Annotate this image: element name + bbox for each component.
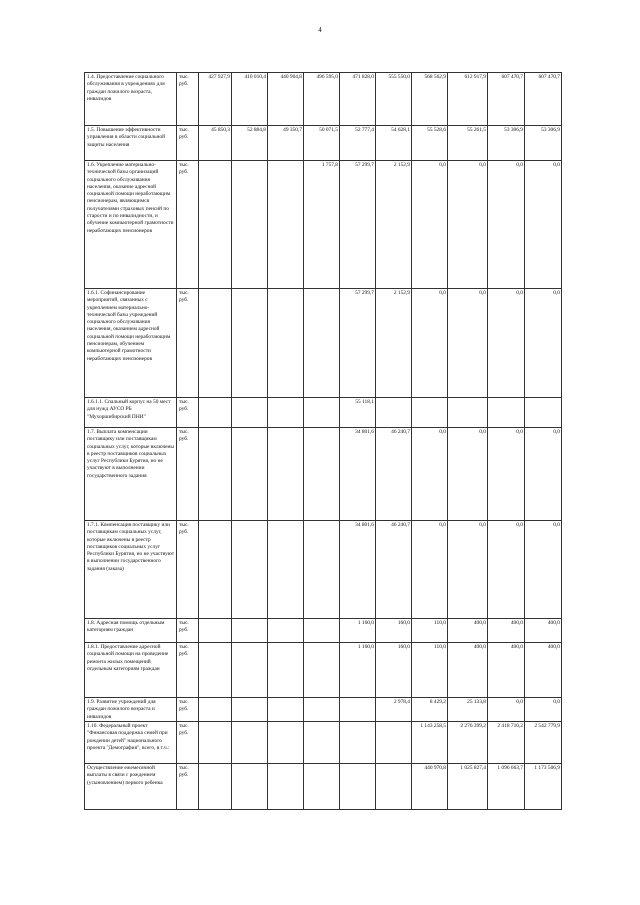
row-value: 34 801,6 xyxy=(340,428,376,521)
row-value: 0,0 xyxy=(525,289,562,398)
row-value: 0,0 xyxy=(448,521,488,619)
row-value: 0,0 xyxy=(525,521,562,619)
row-unit: тыс. руб. xyxy=(177,73,199,126)
row-value xyxy=(199,764,232,810)
row-value: 110,0 xyxy=(412,619,448,643)
row-value: 0,0 xyxy=(412,289,448,398)
row-value xyxy=(525,398,562,428)
row-value xyxy=(268,398,304,428)
row-value xyxy=(232,764,268,810)
row-value xyxy=(304,643,340,698)
row-value xyxy=(199,698,232,722)
row-value xyxy=(199,643,232,698)
row-value xyxy=(232,619,268,643)
row-value: 45 850,3 xyxy=(199,126,232,161)
row-value: 0,0 xyxy=(412,428,448,521)
row-description: 1.8. Адресная помощь отдельным категориям граждан xyxy=(85,619,177,643)
row-value: 55 528,6 xyxy=(412,126,448,161)
row-value xyxy=(199,428,232,521)
row-value: 57 299,7 xyxy=(340,289,376,398)
row-value xyxy=(304,764,340,810)
row-value: 34 801,6 xyxy=(340,521,376,619)
row-value: 440 904,8 xyxy=(268,73,304,126)
row-value xyxy=(232,643,268,698)
row-value xyxy=(340,764,376,810)
row-value xyxy=(376,764,412,810)
row-description: 1.6.1. Софинансирование мероприятий, связанных с укреплением материально-технической базы учреждений социального обслуживания населения, оказанием адресной социальной помощи неработающим пенсионерам, обучением компьютерной грамотности неработающих пенсионеров xyxy=(85,289,177,398)
row-value xyxy=(340,722,376,764)
row-value: 0,0 xyxy=(488,428,525,521)
row-value xyxy=(268,289,304,398)
row-description: 1.6.1.1. Спальный корпус на 50 мест для нужд АУСО РБ "Мухоршибирский ПНИ" xyxy=(85,398,177,428)
row-value: 0,0 xyxy=(525,428,562,521)
row-value: 2 418 710,2 xyxy=(488,722,525,764)
table-row xyxy=(85,73,562,126)
row-value: 110,0 xyxy=(412,643,448,698)
row-value: 400,0 xyxy=(448,643,488,698)
row-description: 1.7. Выплата компенсации поставщику или поставщикам социальных услуг, которые включены в реестр поставщиков социальных услуг Республики Бурятия, но не участвуют в выполнении государственного задания xyxy=(85,428,177,521)
row-value: 0,0 xyxy=(448,428,488,521)
row-value xyxy=(199,619,232,643)
row-value: 2 978,4 xyxy=(376,698,412,722)
row-value xyxy=(232,428,268,521)
row-value: 55 261,5 xyxy=(448,126,488,161)
table-row xyxy=(85,521,562,619)
row-value: 0,0 xyxy=(488,161,525,289)
table-row xyxy=(85,161,562,289)
budget-table xyxy=(84,72,562,810)
row-unit: тыс. руб. xyxy=(177,161,199,289)
row-unit: тыс. руб. xyxy=(177,126,199,161)
row-value: 0,0 xyxy=(488,698,525,722)
row-value: 0,0 xyxy=(488,289,525,398)
row-value xyxy=(268,428,304,521)
row-value: 46 240,7 xyxy=(376,521,412,619)
row-value xyxy=(268,521,304,619)
row-description: 1.10. Федеральный проект "Финансовая поддержка семей при рождении детей" национального проекта "Демография", всего, в т.ч.: xyxy=(85,722,177,764)
row-description: 1.9. Развитие учреждений для граждан пожилого возраста и инвалидов xyxy=(85,698,177,722)
row-value: 440 970,8 xyxy=(412,764,448,810)
row-value: 496 595,0 xyxy=(304,73,340,126)
row-value: 2 152,9 xyxy=(376,161,412,289)
row-value: 1 143 258,5 xyxy=(412,722,448,764)
row-value: 612 917,9 xyxy=(448,73,488,126)
row-value xyxy=(268,764,304,810)
row-value: 400,0 xyxy=(488,643,525,698)
row-value: 160,0 xyxy=(376,619,412,643)
row-value: 607 470,7 xyxy=(488,73,525,126)
row-value: 1 025 827,4 xyxy=(448,764,488,810)
row-value xyxy=(268,722,304,764)
row-value: 400,0 xyxy=(448,619,488,643)
row-unit: тыс. руб. xyxy=(177,698,199,722)
table-row xyxy=(85,428,562,521)
row-value xyxy=(199,722,232,764)
row-value: 52 777,4 xyxy=(340,126,376,161)
row-unit: тыс. руб. xyxy=(177,521,199,619)
row-value: 2 152,9 xyxy=(376,289,412,398)
row-value xyxy=(304,698,340,722)
table-row xyxy=(85,126,562,161)
row-description: 1.6. Укрепление материально-технической базы организаций социального обслуживания населения, оказание адресной социальной помощи неработающим пенсионерам, являющимся получателями страховых пенсий по старости и по инвалидности, и обучение компьютерной грамотности неработающих пенсионеров xyxy=(85,161,177,289)
row-value xyxy=(304,289,340,398)
row-description: 1.7.1. Компенсация поставщику или поставщикам социальных услуг, которые включены в реестр поставщиков социальных услуг Республики Бурятия, но не участвуют в выполнении государственного задания (заказа) xyxy=(85,521,177,619)
row-description: Осуществление ежемесячной выплаты в связи с рождением (усыновлением) первого ребенка xyxy=(85,764,177,810)
row-value xyxy=(488,398,525,428)
row-value: 0,0 xyxy=(525,698,562,722)
row-value: 1 160,0 xyxy=(340,643,376,698)
row-value: 0,0 xyxy=(488,521,525,619)
row-value: 53 306,9 xyxy=(525,126,562,161)
row-value: 55 118,1 xyxy=(340,398,376,428)
row-value xyxy=(199,289,232,398)
table-row xyxy=(85,764,562,810)
row-unit: тыс. руб. xyxy=(177,619,199,643)
row-value: 25 133,8 xyxy=(448,698,488,722)
row-value: 1 757,8 xyxy=(304,161,340,289)
row-value: 400,0 xyxy=(525,619,562,643)
row-value: 400,0 xyxy=(525,643,562,698)
row-value: 568 562,9 xyxy=(412,73,448,126)
table-row xyxy=(85,722,562,764)
row-value: 1 173 506,9 xyxy=(525,764,562,810)
row-value xyxy=(232,289,268,398)
row-unit: тыс. руб. xyxy=(177,643,199,698)
row-value: 607 470,7 xyxy=(525,73,562,126)
row-description: 1.5. Повышение эффективности управления в области социальной защиты населения xyxy=(85,126,177,161)
row-value: 410 010,4 xyxy=(232,73,268,126)
row-value: 49 350,7 xyxy=(268,126,304,161)
row-value: 57 299,7 xyxy=(340,161,376,289)
row-value xyxy=(304,521,340,619)
row-unit: тыс. руб. xyxy=(177,289,199,398)
row-value: 0,0 xyxy=(448,289,488,398)
row-value xyxy=(268,619,304,643)
row-value xyxy=(268,698,304,722)
row-unit: тыс. руб. xyxy=(177,764,199,810)
row-value: 2 276 399,2 xyxy=(448,722,488,764)
row-value xyxy=(340,698,376,722)
row-value xyxy=(376,398,412,428)
row-value: 400,0 xyxy=(488,619,525,643)
table-row xyxy=(85,398,562,428)
row-value xyxy=(268,161,304,289)
row-unit: тыс. руб. xyxy=(177,428,199,521)
row-value xyxy=(199,161,232,289)
row-value xyxy=(268,643,304,698)
row-description: 1.8.1. Предоставление адресной социальной помощи на проведение ремонта жилых помещений отдельным категориям граждан xyxy=(85,643,177,698)
row-value: 52 884,8 xyxy=(232,126,268,161)
row-value: 160,0 xyxy=(376,643,412,698)
row-value: 1 160,0 xyxy=(340,619,376,643)
row-value: 1 096 663,7 xyxy=(488,764,525,810)
row-value: 0,0 xyxy=(525,161,562,289)
row-value: 0,0 xyxy=(412,521,448,619)
row-value: 2 542 779,9 xyxy=(525,722,562,764)
row-description: 1.4. Предоставление социального обслуживания в учреждениях для граждан пожилого возраста, инвалидов xyxy=(85,73,177,126)
row-value: 0,0 xyxy=(412,161,448,289)
row-value: 471 828,0 xyxy=(340,73,376,126)
row-value: 50 071,5 xyxy=(304,126,340,161)
page-number: 4 xyxy=(318,26,322,34)
row-value: 555 550,0 xyxy=(376,73,412,126)
row-value xyxy=(199,521,232,619)
row-value xyxy=(232,398,268,428)
row-value xyxy=(304,619,340,643)
row-value: 8 429,2 xyxy=(412,698,448,722)
row-value: 53 306,9 xyxy=(488,126,525,161)
row-value xyxy=(232,161,268,289)
row-value xyxy=(448,398,488,428)
table-row xyxy=(85,619,562,643)
table-row xyxy=(85,289,562,398)
table-row xyxy=(85,643,562,698)
row-value xyxy=(376,722,412,764)
row-value: 427 927,9 xyxy=(199,73,232,126)
row-value: 0,0 xyxy=(448,161,488,289)
row-value xyxy=(304,722,340,764)
row-value xyxy=(304,428,340,521)
row-value xyxy=(232,698,268,722)
row-value xyxy=(232,722,268,764)
row-unit: тыс. руб. xyxy=(177,398,199,428)
table-row xyxy=(85,698,562,722)
row-value xyxy=(232,521,268,619)
row-value xyxy=(304,398,340,428)
row-unit: тыс. руб. xyxy=(177,722,199,764)
row-value: 46 240,7 xyxy=(376,428,412,521)
row-value xyxy=(412,398,448,428)
row-value: 54 628,1 xyxy=(376,126,412,161)
row-value xyxy=(199,398,232,428)
